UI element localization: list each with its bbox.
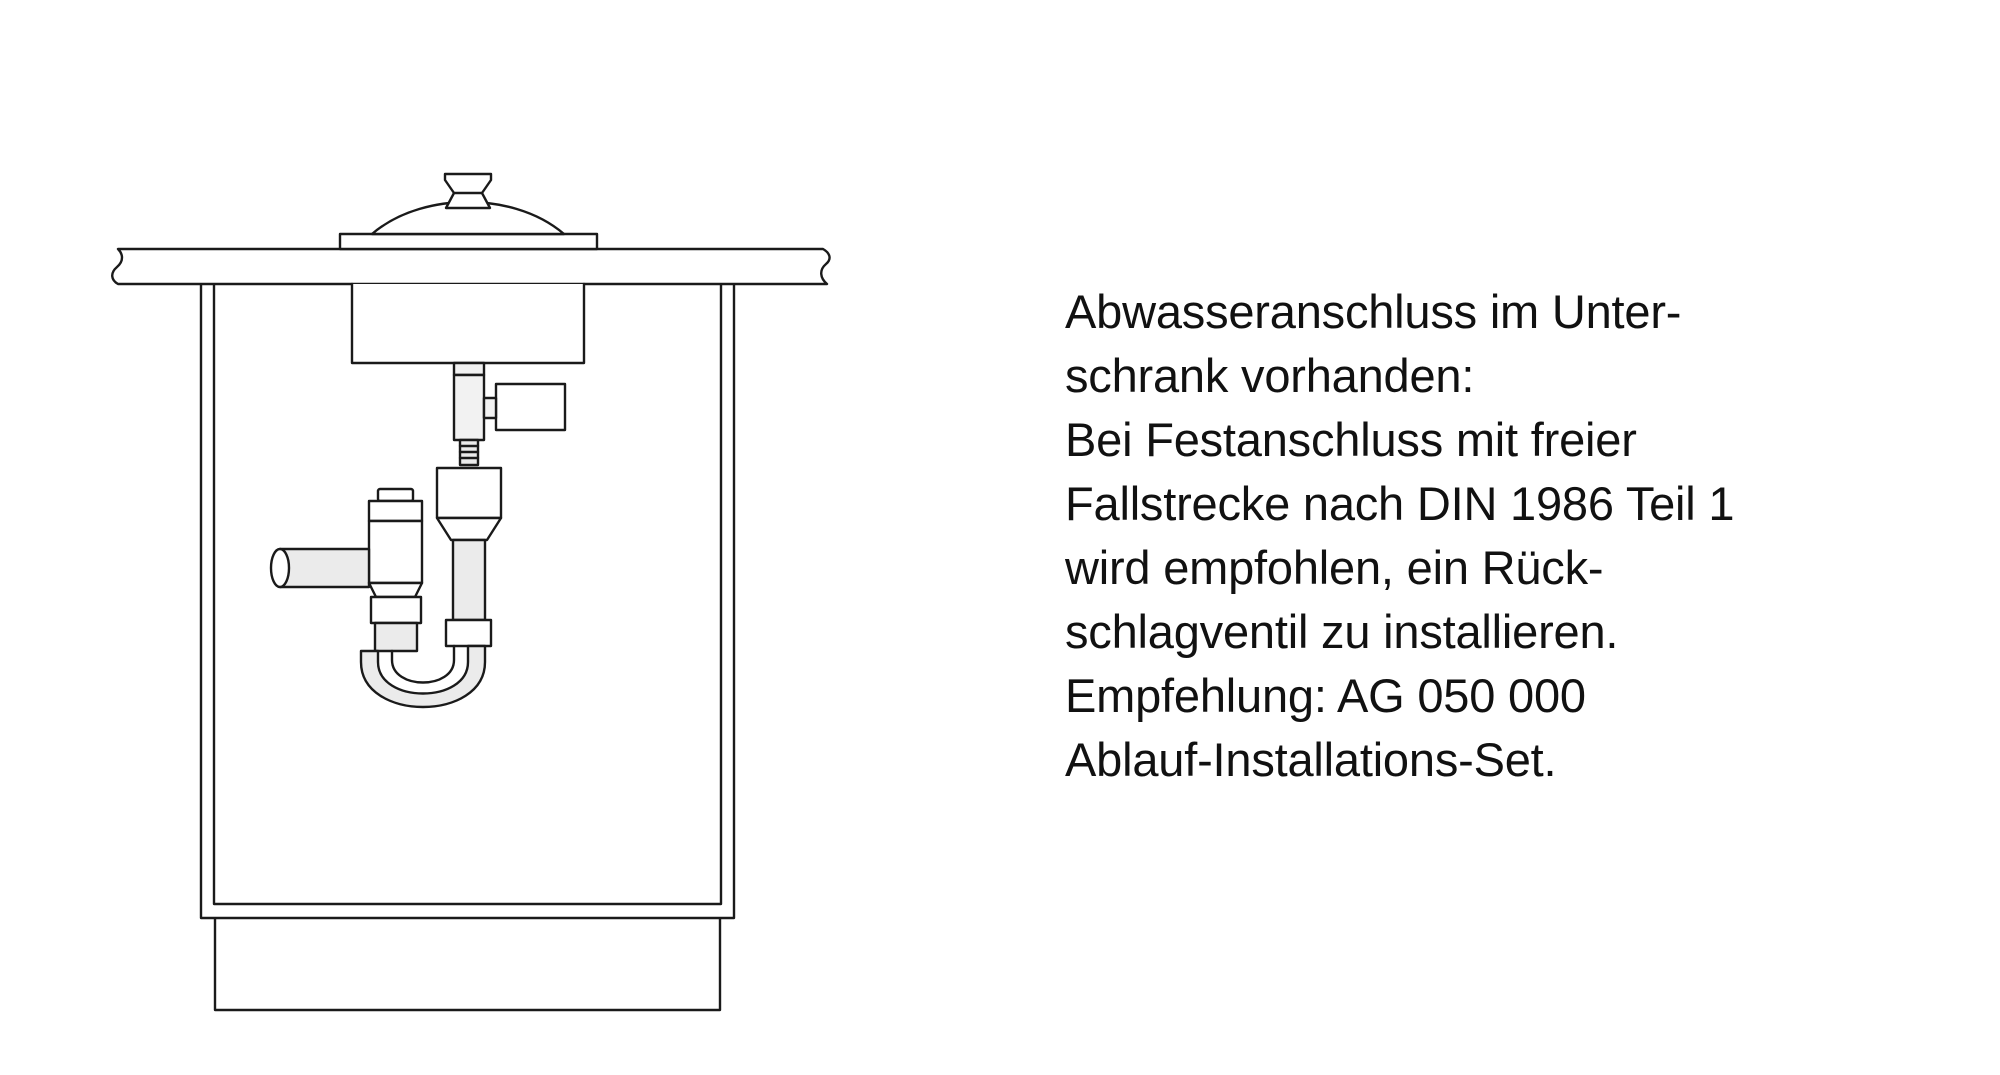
- description-line: schlagventil zu installieren.: [1065, 605, 1619, 658]
- sink-basin: [352, 284, 584, 363]
- description-line: Ablauf-Installations-Set.: [1065, 733, 1557, 786]
- description-line: Bei Festanschluss mit freier: [1065, 413, 1637, 466]
- trap-right-pipe: [453, 540, 485, 620]
- countertop: [112, 249, 829, 284]
- description-line: Empfehlung: AG 050 000: [1065, 669, 1586, 722]
- union-sleeve: [375, 623, 417, 651]
- sink-lid-rim: [340, 234, 597, 249]
- overflow-body: [369, 521, 422, 583]
- sink-lid-knob: [445, 174, 491, 208]
- outlet-pipe-end: [271, 549, 289, 587]
- trap-right-nut: [446, 620, 491, 646]
- description-line: Abwasseranschluss im Unter-: [1065, 285, 1682, 338]
- description-line: schrank vorhanden:: [1065, 349, 1475, 402]
- union-taper: [369, 583, 422, 597]
- description-line: wird empfohlen, ein Rück-: [1065, 541, 1604, 594]
- description-line: Fallstrecke nach DIN 1986 Teil 1: [1065, 477, 1735, 530]
- check-valve-body: [437, 468, 501, 518]
- side-connector-stub: [484, 398, 496, 418]
- drain-tailpiece: [454, 363, 484, 375]
- union-nut: [371, 597, 421, 623]
- overflow-cap-collar: [369, 501, 422, 521]
- drain-pipe-upper: [454, 375, 484, 440]
- overflow-cap: [378, 489, 413, 501]
- side-connector-box: [496, 384, 565, 430]
- outlet-pipe: [280, 549, 369, 587]
- cabinet-plinth: [215, 914, 720, 1010]
- installation-description: [1065, 280, 1925, 792]
